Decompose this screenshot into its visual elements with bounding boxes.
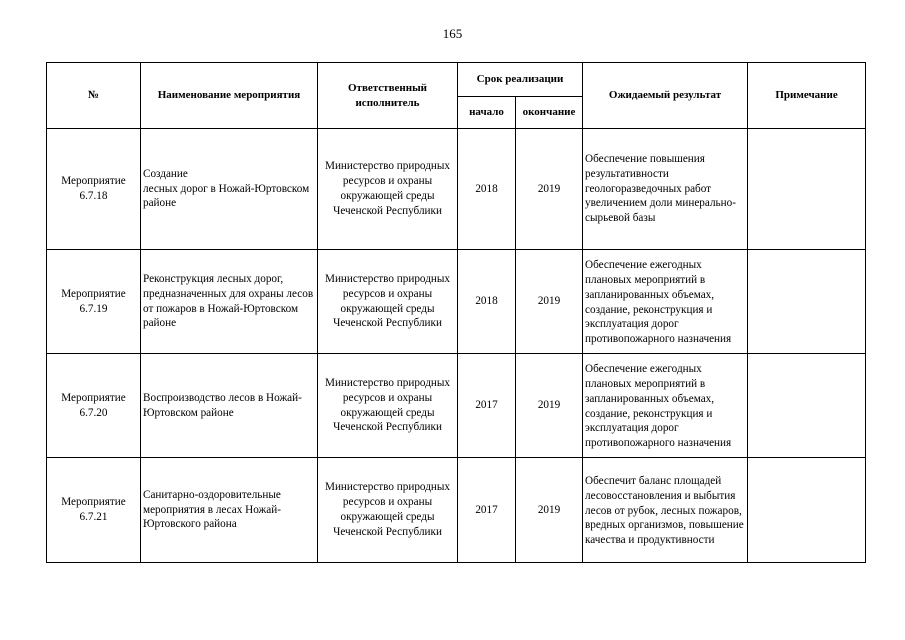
measure-end: 2019 — [516, 129, 583, 250]
measure-end: 2019 — [516, 354, 583, 458]
measure-responsible: Министерство природных ресурсов и охраны окружающей среды Чеченской Республики — [318, 129, 458, 250]
measure-responsible: Министерство природных ресурсов и охраны окружающей среды Чеченской Республики — [318, 458, 458, 563]
header-start: начало — [458, 97, 516, 129]
measure-note — [748, 250, 866, 354]
measure-end: 2019 — [516, 250, 583, 354]
measure-start: 2018 — [458, 250, 516, 354]
measure-note — [748, 129, 866, 250]
header-period: Срок реализации — [458, 63, 583, 97]
measure-end: 2019 — [516, 458, 583, 563]
measure-number: Мероприятие 6.7.20 — [47, 354, 141, 458]
measure-name: Реконструкция лесных дорог, предназначенных для охраны лесов от пожаров в Ножай-Юртовском районе — [141, 250, 318, 354]
table-row — [47, 354, 866, 458]
header-note: Примечание — [748, 63, 866, 129]
page-number: 165 — [442, 26, 463, 41]
header-end: окончание — [516, 97, 583, 129]
table-row — [47, 250, 866, 354]
measure-result: Обеспечение ежегодных плановых мероприятий в запланированных объемах, создание, реконструкция и эксплуатация дорог противопожарного назначения — [583, 354, 748, 458]
table-row — [47, 458, 866, 563]
measure-name: Создание лесных дорог в Ножай-Юртовском районе — [141, 129, 318, 250]
measure-start: 2017 — [458, 458, 516, 563]
header-result: Ожидаемый результат — [583, 63, 748, 129]
measure-number: Мероприятие 6.7.21 — [47, 458, 141, 563]
header-number: № — [47, 63, 141, 129]
measure-result: Обеспечение повышения результативности геологоразведочных работ увеличением доли минерально-сырьевой базы — [583, 129, 748, 250]
measure-note — [748, 354, 866, 458]
measure-name: Воспроизводство лесов в Ножай-Юртовском районе — [141, 354, 318, 458]
measure-start: 2018 — [458, 129, 516, 250]
measure-note — [748, 458, 866, 563]
table-header-row — [47, 63, 866, 97]
measure-start: 2017 — [458, 354, 516, 458]
measure-result: Обеспечение ежегодных плановых мероприятий в запланированных объемах, создание, реконструкция и эксплуатация дорог противопожарного назначения — [583, 250, 748, 354]
measure-number: Мероприятие 6.7.19 — [47, 250, 141, 354]
measure-responsible: Министерство природных ресурсов и охраны окружающей среды Чеченской Республики — [318, 250, 458, 354]
measures-table — [46, 62, 866, 563]
header-responsible: Ответственный исполнитель — [318, 63, 458, 129]
measure-result: Обеспечит баланс площадей лесовосстановления и выбытия лесов от рубок, лесных пожаров, вредных организмов, повышение качества и продуктивности — [583, 458, 748, 563]
measure-responsible: Министерство природных ресурсов и охраны окружающей среды Чеченской Республики — [318, 354, 458, 458]
header-name: Наименование мероприятия — [141, 63, 318, 129]
measure-name: Санитарно-оздоровительные мероприятия в лесах Ножай-Юртовского района — [141, 458, 318, 563]
measure-number: Мероприятие 6.7.18 — [47, 129, 141, 250]
table-row — [47, 129, 866, 250]
